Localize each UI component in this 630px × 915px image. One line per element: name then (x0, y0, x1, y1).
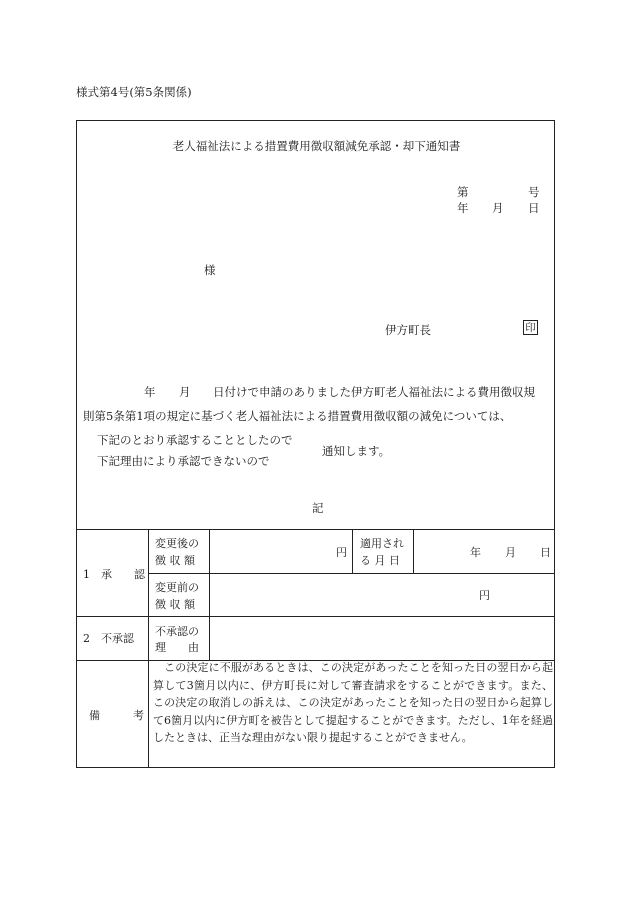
reject-header: 2 不承認 (83, 632, 134, 645)
reject-reason-label-2: 理 由 (155, 641, 199, 654)
before-change-label-1: 変更前の (155, 581, 199, 594)
body-month: 月 (179, 385, 191, 399)
body-line1: 日付けで申請のありました伊方町老人福祉法による費用徴収規 (213, 385, 535, 399)
seal-mark: 印 (523, 320, 538, 335)
date-month: 月 (492, 201, 504, 215)
remarks-header: 備 考 (89, 709, 144, 722)
approve-header: 1 承 認 (83, 568, 145, 581)
applied-label-2: る 月 日 (360, 554, 400, 567)
body-line2: 則第5条第1項の規定に基づく老人福祉法による措置費用徴収額の減免については、 (83, 409, 512, 423)
number-prefix: 第 (457, 185, 469, 199)
applied-label-1: 適用され (360, 537, 404, 550)
body-year: 年 (144, 385, 156, 399)
col-divider-header (148, 529, 149, 767)
number-suffix: 号 (528, 185, 540, 199)
remarks-paragraph: この決定に不服があるときは、この決定があったことを知った日の翌日から起算して3箇月以内に、伊方町長に対して審査請求をすることができます。また、この決定の取消しの訴えは、この決定があったことを知った日の翌日から起算して6箇月以内に伊方町を被告として提起することができます。ただし、1年を経過したときは、正当な理由がない限り提起することができません。 (153, 661, 553, 744)
col-divider-applied-right (413, 529, 414, 573)
col-divider-applied-left (352, 529, 353, 573)
after-change-label-1: 変更後の (155, 537, 199, 550)
addressee-suffix: 様 (204, 263, 216, 277)
ki-heading: 記 (312, 501, 324, 515)
option-approve: 下記のとおり承認することとしたので (97, 433, 293, 447)
col-divider-label (209, 529, 210, 660)
notify-text: 通知します。 (322, 444, 391, 458)
form-number-label: 様式第4号(第5条関係) (76, 85, 192, 99)
after-change-label-2: 徴 収 額 (155, 554, 195, 567)
yen-before: 円 (479, 589, 490, 602)
applied-day: 日 (540, 546, 551, 559)
applied-year: 年 (470, 546, 481, 559)
document-title: 老人福祉法による措置費用徴収額減免承認・却下通知書 (172, 139, 461, 153)
before-change-label-2: 徴 収 額 (155, 598, 195, 611)
option-reject: 下記理由により承認できないので (97, 454, 270, 468)
yen-after: 円 (336, 546, 347, 559)
remarks-text (153, 659, 553, 747)
applied-month: 月 (505, 546, 516, 559)
issuer-name: 伊方町長 (385, 323, 431, 337)
date-day: 日 (528, 201, 540, 215)
notification-form (76, 120, 555, 768)
reject-reason-label-1: 不承認の (155, 625, 199, 638)
date-year: 年 (457, 201, 469, 215)
